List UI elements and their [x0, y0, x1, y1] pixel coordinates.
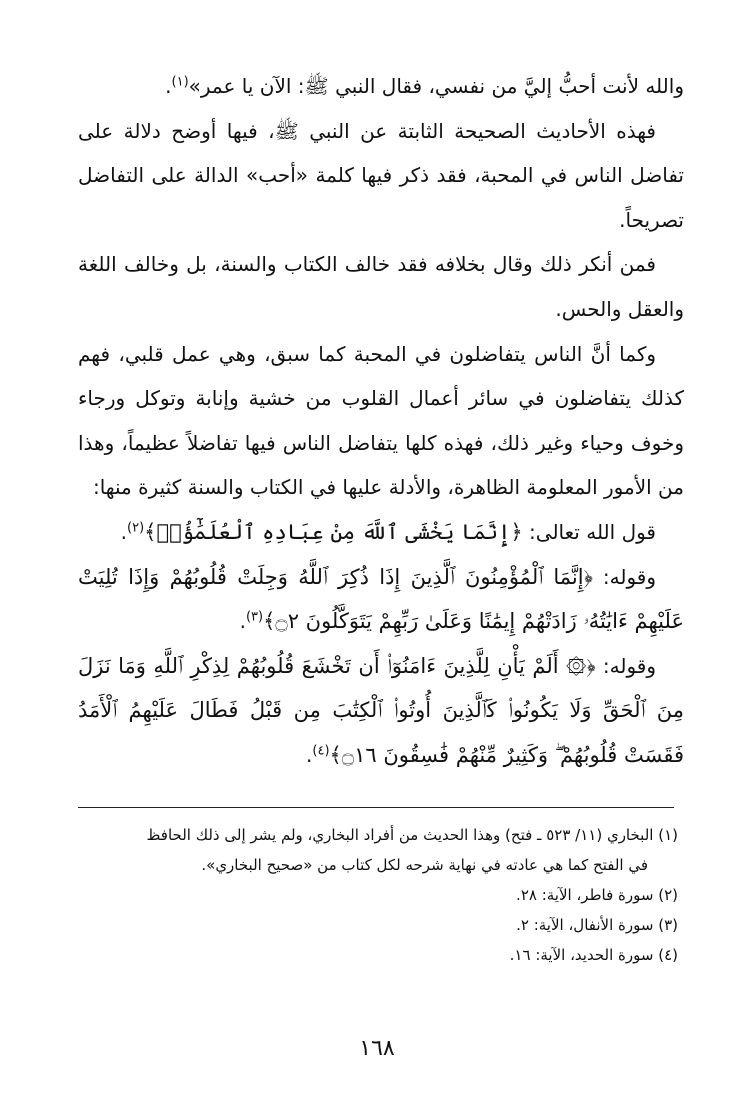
paragraph-4: وكما أنَّ الناس يتفاضلون في المحبة كما سبق، وهي عمل قلبي، فهم كذلك يتفاضلون في سائر أعمال القلوب من خشية وإنابة وتوكل ورجاء وخوف وحياء وغير ذلك، فهذه كلها يتفاضل الناس فيها تفاضلاً عظيماً، وهذا من الأمور المعلومة الظاهرة، والأدلة عليها في الكتاب والسنة كثيرة منها:: [78, 341, 684, 500]
paragraph-1: [78, 64, 684, 109]
quote-3-intro: وقوله:: [602, 653, 656, 678]
footnote-3: (٣) سورة الأنفال، الآية: ٢.: [516, 916, 678, 934]
quote-3-verse: ﴿۞ أَلَمْ يَأْنِ لِلَّذِينَ ءَامَنُوٓا۟ أَن تَخْشَعَ قُلُوبُهُمْ لِذِكْرِ ٱللَّهِ وَمَا نَزَلَ مِنَ ٱلْحَقِّ وَلَا يَكُونُوا۟ كَٱلَّذِينَ أُوتُوا۟ ٱلْكِتَٰبَ مِن قَبْلُ فَطَالَ عَلَيْهِمُ ٱلْأَمَدُ فَقَسَتْ قُلُوبُهُمْ ۖ وَكَثِيرٌ مِّنْهُمْ فَٰسِقُونَ ۝١٦﴾: [78, 653, 684, 767]
paragraph-1-end: .: [165, 74, 172, 98]
paragraph-3: فمن أنكر ذلك وقال بخلافه فقد خالف الكتاب والسنة، بل وخالف اللغة والعقل والحس.: [78, 252, 684, 321]
quote-2-end: .: [239, 609, 246, 634]
quran-quote-2: [78, 555, 684, 644]
footnote-4: (٤) سورة الحديد، الآية: ١٦.: [509, 946, 678, 964]
quran-quote-1: [78, 510, 684, 555]
footnote-ref-1: (١): [171, 74, 189, 90]
page-number: ١٦٨: [359, 1036, 395, 1061]
footnote-2: (٢) سورة فاطر، الآية: ٢٨.: [516, 886, 678, 904]
footnote-ref-3: (٣): [245, 609, 264, 625]
footnote-ref-4: (٤): [312, 743, 330, 759]
main-text: [78, 64, 684, 778]
footnotes: [80, 820, 678, 970]
quote-1-intro: قول الله تعالى:: [529, 519, 656, 544]
footnote-1-line-1: (١) البخاري (١١/ ٥٢٣ ـ فتح) وهذا الحديث من أفراد البخاري، ولم يشر إلى ذلك الحافظ: [146, 826, 678, 844]
quote-3-end: .: [306, 742, 313, 767]
quote-1-end: .: [120, 519, 128, 544]
quote-2-intro: وقوله:: [602, 564, 656, 589]
footnote-1-line-2: في الفتح كما هي عادته في نهاية شرحه لكل كتاب من «صحيح البخاري».: [201, 856, 648, 874]
footnote-ref-2: (٢): [127, 520, 145, 536]
quran-quote-3: [78, 644, 684, 778]
paragraph-1-text: والله لأنت أحبُّ إليَّ من نفسي، فقال النبي ﷺ: الآن يا عمر»: [188, 74, 684, 98]
quote-2-verse: ﴿إِنَّمَا ٱلْمُؤْمِنُونَ ٱلَّذِينَ إِذَا ذُكِرَ ٱللَّهُ وَجِلَتْ قُلُوبُهُمْ وَإِذَا تُلِيَتْ عَلَيْهِمْ ءَايَٰتُهُۥ زَادَتْهُمْ إِيمَٰنًا وَعَلَىٰ رَبِّهِمْ يَتَوَكَّلُونَ ۝٢﴾: [78, 564, 684, 634]
paragraph-2: فهذه الأحاديث الصحيحة الثابتة عن النبي ﷺ، فيها أوضح دلالة على تفاضل الناس في المحبة، فقد ذكر فيها كلمة «أحب» الدالة على التفاضل تصريحاً.: [78, 118, 684, 232]
footnote-divider: [78, 807, 674, 808]
quote-1-verse: ﴿إِنَّمَا يَخْشَى ٱللَّهَ مِنْ عِبَادِهِ ٱلْعُلَمَٰٓؤُا۟﴾: [144, 519, 523, 544]
